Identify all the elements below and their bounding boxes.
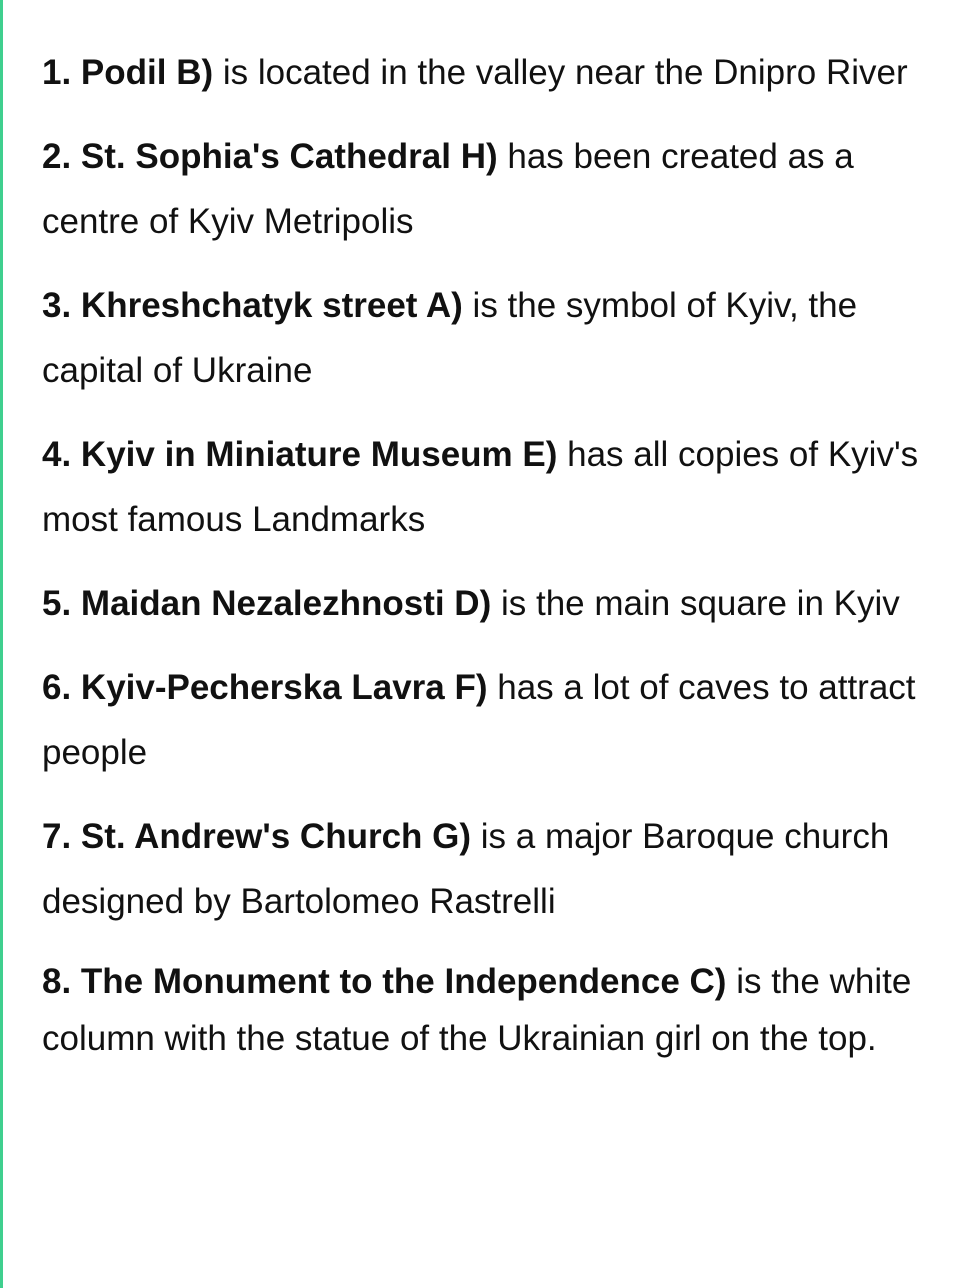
answer-text: is the symbol of Kyiv, the capital of Ukraine [42,286,858,390]
answer-prefix: 7. St. Andrew's Church G) [42,817,472,856]
answer-item [42,655,947,785]
answer-item [42,571,947,636]
answer-item [42,422,947,552]
answer-text: has all copies of Kyiv's most famous Landmarks [42,435,919,539]
answer-text: has been created as a centre of Kyiv Metripolis [42,137,854,241]
answer-prefix: 5. Maidan Nezalezhnosti D) [42,584,492,623]
answer-list [42,40,947,1086]
answer-prefix: 6. Kyiv-Pecherska Lavra F) [42,668,488,707]
answer-item [42,40,947,105]
answer-text: has a lot of caves to attract people [42,668,916,772]
answer-text: is located in the valley near the Dnipro River [213,53,908,92]
answer-prefix: 2. St. Sophia's Cathedral H) [42,137,498,176]
answer-item [42,804,947,934]
answer-prefix: 3. Khreshchatyk street A) [42,286,463,325]
answer-item [42,953,947,1067]
left-accent-rule [0,0,3,1288]
answer-prefix: 8. The Monument to the Independence C) [42,962,727,1001]
answer-text: is the white column with the statue of the Ukrainian girl on the top. [42,962,912,1058]
answer-prefix: 4. Kyiv in Miniature Museum E) [42,435,558,474]
answer-item [42,273,947,403]
answer-prefix: 1. Podil B) [42,53,214,92]
answer-text: is a major Baroque church designed by Bartolomeo Rastrelli [42,817,890,921]
answer-text: is the main square in Kyiv [491,584,900,623]
answer-item [42,124,947,254]
